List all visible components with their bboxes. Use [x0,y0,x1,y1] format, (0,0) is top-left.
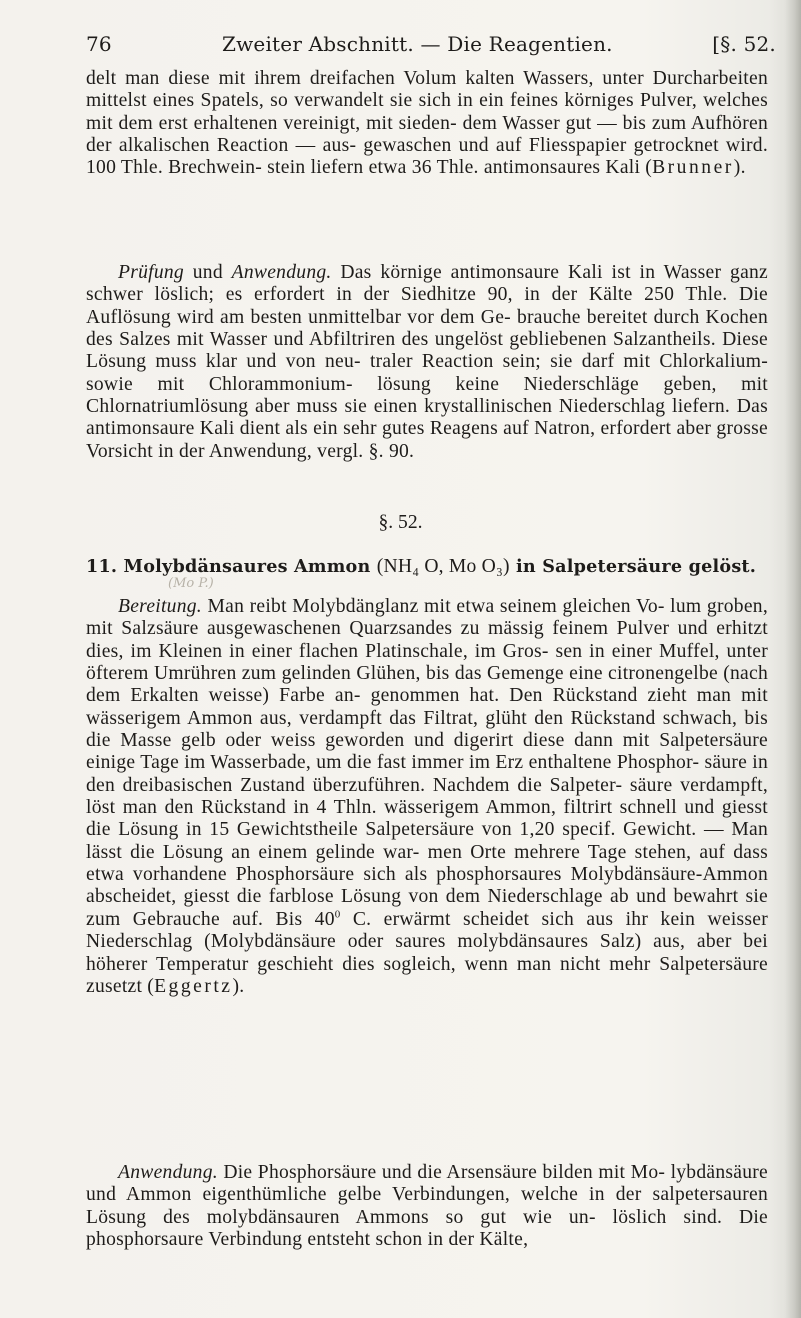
paragraph-text: delt man diese mit ihrem dreifachen Volum kalten Wassers, unter Durcharbeiten mittelst eines Spatels, so verwandelt sie sich in ein feines körniges Pulver, welches mit dem erst erhaltenen vereinigt, mit sieden- dem Wasser gut — bis zum Aufhören der alkalischen Reaction — aus- gewaschen und auf Fliesspapier getrocknet wird. 100 Thle. Brechwein- stein liefern etwa 36 Thle. antimonsaures Kali ( [86,68,768,179]
paragraph-text: Das körnige antimonsaure Kali ist in Wasser ganz schwer löslich; es erfordert in der Siedhitze 90, in der Kälte 250 Thle. Die Auflösung wird am besten unmittelbar vor dem Ge- brauche bereitet durch Kochen des Salzes mit Wasser und Abfiltriren des ungelöst gebliebenen Salzantheils. Diese Lösung muss klar und von neu- traler Reaction sein; sie darf mit Chlorkalium- sowie mit Chlorammonium- lösung keine Niederschläge geben, mit Chlornatriumlösung aber muss sie einen krystallinischen Niederschlag liefern. Das antimonsaure Kali dient als ein sehr gutes Reagens auf Natron, erfordert aber grosse Vorsicht in der Anwendung, vergl. §. 90. [86,262,769,462]
paragraph-lead-2: Anwendung. [231,262,332,283]
pencil-annotation: (Mo P.) [168,576,214,591]
author-name: Eggertz [154,975,233,997]
heading-name: 11. Molybdänsaures Ammon [86,556,377,577]
page-number: 76 [86,32,112,56]
paragraph-connector: und [183,262,232,283]
running-title: Zweiter Abschnitt. — Die Reagentien. [222,32,613,56]
heading-tail: in Salpetersäure gelöst. [509,556,757,577]
page-edge-shadow [785,0,801,1318]
paragraph-text: Man reibt Molybdänglanz mit etwa seinem gleichen Vo- lum groben, mit Salzsäure ausgewaschenen Quarzsandes zu mässig feinem Pulver und erhitzt dies, im Kleinen in einer flachen Platinschale, im Gros- sen in einer Muffel, unter öfterem Umrühren zum gelinden Glühen, bis das Gemenge eine citronengelbe (nach dem Erkalten weisse) Farbe an- genommen hat. Den Rückstand zieht man mit wässerigem Ammon aus, verdampft das Filtrat, glüht den Rückstand schwach, bis die Masse gelb oder weiss geworden und digerirt diese dann mit Salpetersäure einige Tage im Wasserbade, um die fast immer im Erz enthaltene Phosphor- säure in den dreibasischen Zustand überzuführen. Nachdem die Salpeter- säure verdampft, löst man den Rückstand in 4 Thln. wässerigem Ammon, filtrirt schnell und giesst die Lösung in 15 Gewichtstheile Salpetersäure von 1,20 specif. Gewicht. — Man lässt die Lösung an einem gelinde war- men Orte mehrere Tage stehen, auf dass etwa vorhandene Phosphorsäure sich als phosphorsaures Molybdänsäure-Ammon abscheidet, giesst die farblose Lösung von dem Niederschlage ab und bewahrt sie zum Gebrauche auf. Bis 40 [86,596,768,930]
paragraph-bereitung [86,596,768,998]
paragraph-anwendung [86,1162,768,1251]
section-reference: [§. 52. [712,32,776,56]
paragraph-lead: Anwendung. [118,1162,218,1183]
paragraph-text-2: C. erwärmt scheidet sich aus ihr kein weisser Niederschlag (Molybdänsäure oder saures molybdänsaures Salz) aus, aber bei höherer Temperatur geschieht dies sogleich, wenn man nicht mehr Salpetersäure zusetzt ( [86,908,768,997]
paragraph-tail: ). [232,975,245,997]
degree-mark: 0 [334,908,341,921]
paragraph-pruefung [86,262,768,463]
paragraph-lead: Bereitung. [118,596,202,617]
section-sign: §. 52. [378,512,423,533]
paragraph-continued [86,68,768,180]
paragraph-lead: Prüfung [118,262,184,283]
paragraph-tail: ). [733,157,746,179]
paragraph-text: Die Phosphorsäure und die Arsensäure bilden mit Mo- lybdänsäure und Ammon eigenthümliche gelbe Verbindungen, welche in der salpetersauren Lösung des molybdänsauren Ammons so gut wie un- löslich sind. Die phosphorsaure Verbindung entsteht schon in der Kälte, [86,1162,768,1251]
heading-formula: (NH₄ O, Mo O₃) [376,556,510,577]
running-header [86,32,776,66]
author-name: Brunner [652,157,734,179]
section-heading [86,556,776,578]
